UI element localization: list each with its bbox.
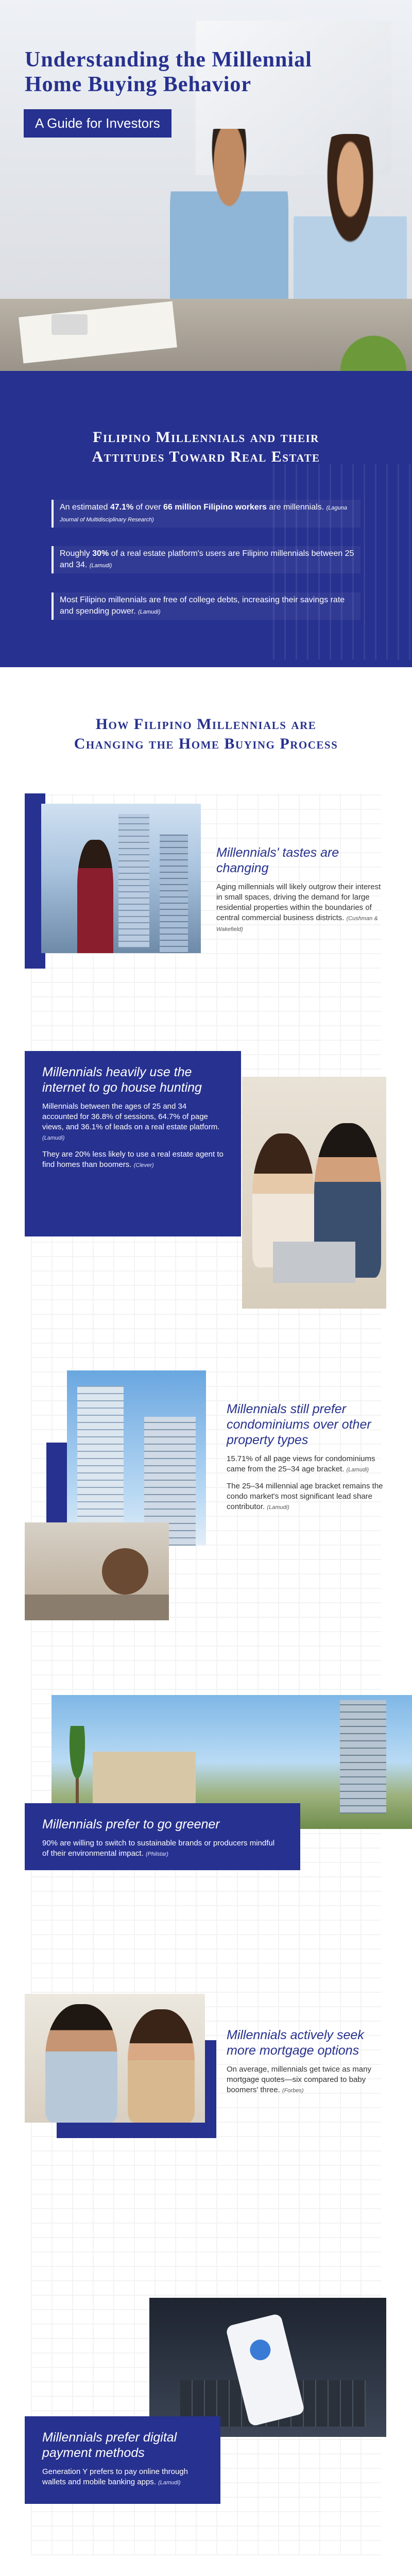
card-tastes-text: Aging millennials will likely outgrow their interest in small spaces, driving the demand for large residential properties within the boundaries of central commercial business districts.	[216, 883, 381, 922]
card-internet-text-1: Millennials between the ages of 25 and 34 accounted for 36.8% of sessions, 64.7% of page views, and 36.1% of leads on a real estate platform.	[42, 1102, 220, 1131]
card-tastes-body	[216, 882, 386, 935]
fact-2-text-a: Roughly	[60, 549, 93, 558]
photo-woman-with-phone	[41, 804, 201, 953]
photo-woman-figure	[77, 840, 113, 953]
attitudes-section	[0, 371, 412, 667]
fact-1-bold-a: 47.1%	[110, 503, 134, 512]
card-condos-title: Millennials still prefer condominiums over other property types	[227, 1402, 371, 1447]
card-greener	[25, 1803, 300, 1870]
fact-1-text-b: of over	[133, 503, 164, 512]
fact-2-source: (Lamudi)	[89, 563, 112, 569]
card-mortgage-title: Millennials actively seek more mortgage options	[227, 2028, 364, 2058]
photo-tower-1	[118, 814, 149, 948]
card-greener-text: 90% are willing to switch to sustainable brands or producers mindful of their environmental impact.	[42, 1839, 275, 1858]
fact-item-1	[52, 500, 360, 528]
subtitle-banner: A Guide for Investors	[24, 109, 171, 138]
photo-laptop	[273, 1242, 355, 1283]
card-digital-source: (Lamudi)	[158, 2480, 181, 2486]
process-heading-line-2: Changing the Home Buying Process	[74, 735, 338, 752]
hero-photo-man	[170, 129, 288, 325]
card-greener-title: Millennials prefer to go greener	[42, 1817, 220, 1832]
hero-plant	[335, 330, 412, 371]
card-condos-text-2: The 25–34 millennial age bracket remains the condo market's most significant lead share contributor.	[227, 1482, 383, 1511]
title-line-1: Understanding the Millennial	[25, 48, 312, 72]
fact-1-bold-b: 66 million Filipino workers	[163, 503, 267, 512]
card-internet-body-2	[42, 1149, 224, 1171]
photo-building-low	[93, 1752, 196, 1808]
card-internet-source-2: (Clever)	[133, 1162, 154, 1168]
card-condos-body-2	[227, 1481, 386, 1513]
card-mortgage	[227, 2027, 381, 2096]
card-internet-body-1	[42, 1101, 224, 1143]
card-condos-text-1: 15.71% of all page views for condominiums came from the 25–34 age bracket.	[227, 1454, 375, 1473]
photo-interior-desk	[25, 1522, 169, 1620]
card-greener-body	[42, 1838, 283, 1859]
attitudes-heading-line-2: Attitudes Toward Real Estate	[92, 448, 320, 465]
page-title	[25, 47, 385, 97]
card-condos	[227, 1401, 386, 1513]
photo-condo-tower-1	[77, 1386, 124, 1546]
card-digital	[25, 2416, 220, 2504]
card-internet-text-2: They are 20% less likely to use a real estate agent to find homes than boomers.	[42, 1150, 224, 1169]
fact-item-2	[52, 546, 360, 573]
card-mortgage-text: On average, millennials get twice as many mortgage quotes—six compared to baby boomers' three.	[227, 2065, 371, 2094]
process-heading-line-1: How Filipino Millennials are	[95, 716, 317, 733]
photo-couple-signing	[25, 1994, 205, 2123]
card-digital-title: Millennials prefer digital payment methods	[42, 2430, 177, 2460]
phone-info-icon	[248, 2337, 272, 2362]
card-tastes-source: (Cushman & Wakefield)	[216, 916, 378, 933]
fact-3-source: (Lamudi)	[138, 609, 161, 615]
photo-man-figure	[45, 2004, 117, 2123]
fact-item-3	[52, 592, 360, 620]
photo-condo-towers	[67, 1370, 206, 1546]
process-heading	[0, 715, 412, 754]
photo-desk-surface	[25, 1595, 169, 1620]
card-mortgage-source: (Forbes)	[282, 2088, 304, 2094]
photo-tower-2	[160, 835, 188, 953]
card-greener-source: (Philstar)	[145, 1851, 168, 1857]
card-digital-text: Generation Y prefers to pay online through wallets and mobile banking apps.	[42, 2467, 188, 2486]
card-tastes-title: Millennials' tastes are changing	[216, 845, 339, 875]
card-internet	[25, 1051, 241, 1236]
card-digital-body	[42, 2467, 203, 2488]
card-condos-source-2: (Lamudi)	[267, 1504, 289, 1511]
fact-3-text: Most Filipino millennials are free of college debts, increasing their savings rate and spending power.	[60, 596, 345, 616]
hero-section	[0, 0, 412, 371]
hero-calculator	[52, 314, 88, 335]
card-tastes	[216, 845, 386, 935]
card-condos-body-1	[227, 1454, 386, 1475]
card-internet-title: Millennials heavily use the internet to go house hunting	[42, 1065, 202, 1095]
fact-2-bold: 30%	[92, 549, 109, 558]
fact-1-text-c: are millennials.	[266, 503, 327, 512]
attitudes-heading-line-1: Filipino Millennials and their	[93, 429, 319, 446]
photo-palm-tree	[62, 1726, 93, 1814]
fact-1-text-a: An estimated	[60, 503, 110, 512]
process-heading-section	[0, 667, 412, 775]
attitudes-heading	[0, 428, 412, 467]
photo-woman-figure	[128, 2009, 195, 2123]
card-internet-source-1: (Lamudi)	[42, 1135, 65, 1141]
photo-couple-laptop	[242, 1077, 386, 1309]
card-mortgage-body	[227, 2064, 381, 2096]
fact-1-source: (Laguna Journal of Multidisciplinary Research)	[60, 505, 347, 523]
fact-2-text-b: of a real estate platform's users are Filipino millennials between 25 and 34.	[60, 549, 354, 569]
card-condos-source-1: (Lamudi)	[346, 1467, 369, 1473]
photo-hat	[102, 1548, 148, 1595]
photo-tower	[340, 1700, 386, 1814]
title-line-2: Home Buying Behavior	[25, 73, 252, 96]
